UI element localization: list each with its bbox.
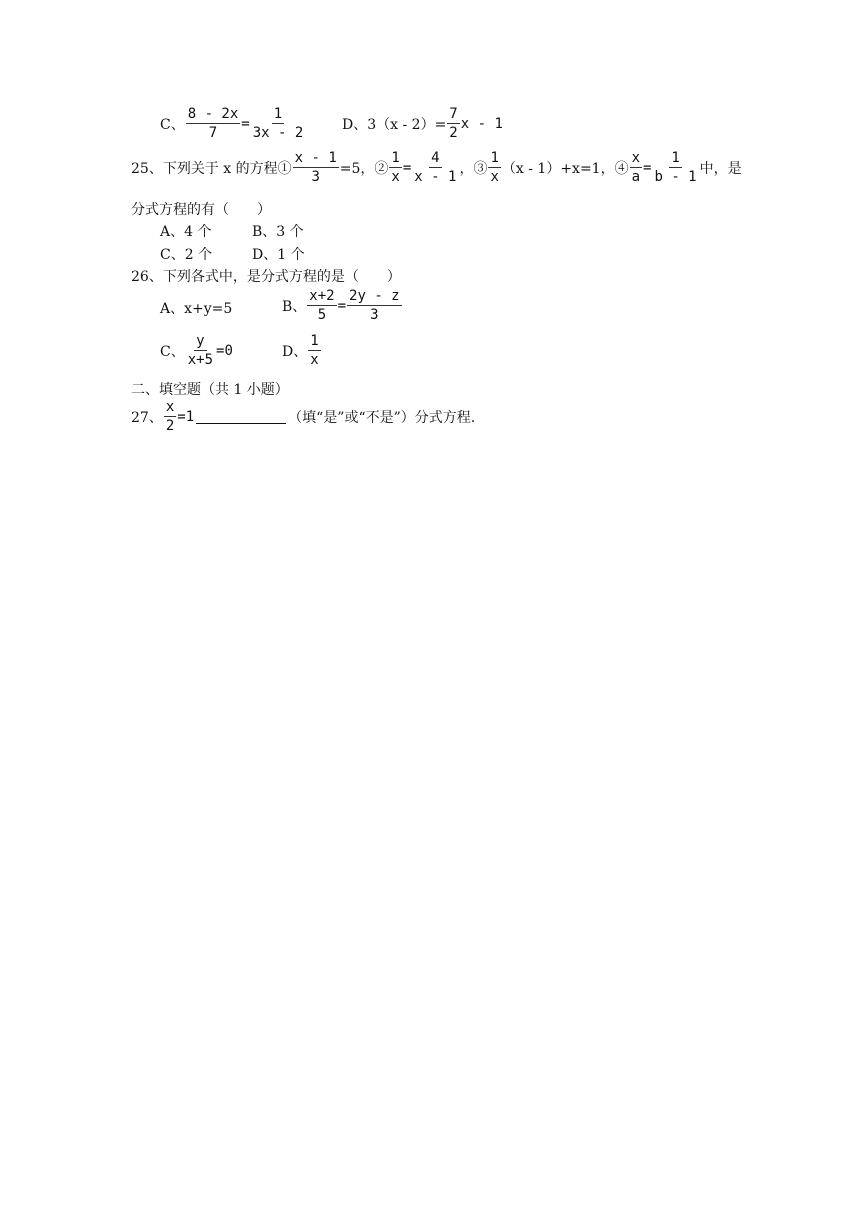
section-heading: 二、填空题（共 1 小题） [131, 382, 289, 398]
q26-option-c: C、 $\frac{y}{x+5}$ =0 [160, 333, 233, 368]
fraction: $\frac{1}{b - 1}$ [654, 150, 697, 185]
q25-stem-line2: 分式方程的有（ ） [131, 202, 271, 218]
fraction: $\frac{7}{2}$ [449, 106, 458, 141]
fraction: $\frac{1}{x}$ [310, 333, 319, 368]
q25-stem-line1: 25、下列关于 x 的方程① $\frac{x - 1}{3}$ =5，② $\frac{1}{x}$ = $\frac{4}{x - 1}$ ，③ $\frac{1}{x}$ （x - 1）+x=1，④ $\frac{x}{a}$ = $\frac{1}{b - 1}$ 中，是 [131, 150, 742, 185]
fraction: $\frac{2y - z}{3}$ [349, 288, 400, 323]
q24-options-row: C、 $\frac{8 - 2x}{7}$ = $\frac{1}{3x - 2}$ [160, 106, 304, 141]
q26-stem: 26、下列各式中，是分式方程的是（ ） [131, 269, 401, 285]
answer-blank[interactable] [196, 409, 286, 424]
q25-option-b: B、3 个 [252, 224, 304, 240]
q26-option-b: B、 $\frac{x+2}{5}$ = $\frac{2y - z}{3}$ [282, 288, 400, 323]
fraction: $\frac{x - 1}{3}$ [294, 150, 337, 185]
q26-option-d: D、 $\frac{1}{x}$ [282, 333, 319, 368]
fraction: $\frac{x+2}{5}$ [309, 288, 335, 323]
fraction: $\frac{1}{x}$ [490, 150, 499, 185]
q24-option-d: D、3（x - 2）= $\frac{7}{2}$ x - 1 [342, 106, 503, 141]
fraction: $\frac{1}{3x - 2}$ [252, 106, 304, 141]
fraction: $\frac{1}{x}$ [391, 150, 400, 185]
fraction: $\frac{x}{a}$ [631, 150, 641, 185]
q24-option-c-label: C、 [160, 116, 185, 133]
q25-option-a: A、4 个 [160, 224, 212, 240]
q27-stem: 27、 $\frac{x}{2}$ =1 （填“是”或“不是”）分式方程. [131, 399, 476, 434]
q26-option-a: A、x+y=5 [160, 301, 233, 317]
fraction: $\frac{x}{2}$ [165, 399, 175, 434]
fraction: $\frac{8 - 2x}{7}$ [187, 106, 239, 141]
fraction: $\frac{4}{x - 1}$ [414, 150, 457, 185]
fraction: $\frac{y}{x+5}$ [187, 333, 214, 368]
q25-option-c: C、2 个 [160, 247, 213, 263]
q25-option-d: D、1 个 [252, 247, 305, 263]
